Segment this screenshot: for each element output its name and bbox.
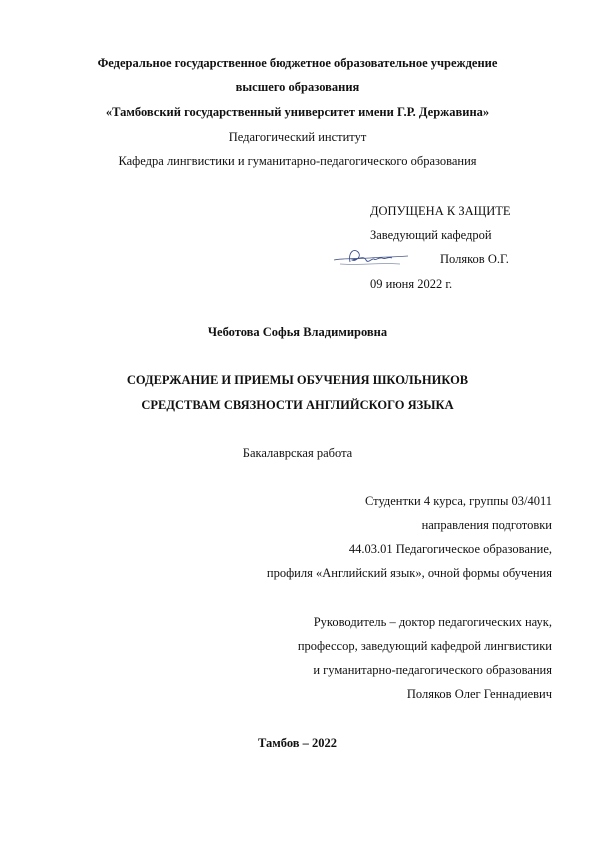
thesis-title-line-2: СРЕДСТВАМ СВЯЗНОСТИ АНГЛИЙСКОГО ЯЗЫКА — [141, 398, 454, 412]
institution-line-2: высшего образования — [235, 80, 360, 94]
institution-line-1: Федеральное государственное бюджетное образовательное учреждение — [97, 56, 498, 70]
student-info-line-4: профиля «Английский язык», очной формы обучения — [266, 566, 552, 580]
student-info-line-1: Студентки 4 курса, группы 03/4011 — [364, 494, 552, 508]
student-info-line-2: направления подготовки — [421, 518, 552, 532]
work-type: Бакалаврская работа — [242, 446, 353, 460]
department-name: Кафедра лингвистики и гуманитарно-педагогического образования — [118, 154, 477, 168]
city-year: Тамбов – 2022 — [257, 736, 338, 750]
author-name: Чеботова Софья Владимировна — [207, 325, 388, 339]
approval-name: Поляков О.Г. — [440, 252, 509, 266]
student-info-line-3: 44.03.01 Педагогическое образование, — [348, 542, 552, 556]
handwritten-signature-icon — [330, 238, 440, 276]
university-name: «Тамбовский государственный университет имени Г.Р. Державина» — [105, 105, 490, 119]
approval-date: 09 июня 2022 г. — [370, 277, 453, 291]
approval-role: Заведующий кафедрой — [370, 228, 492, 242]
supervisor-line-2: профессор, заведующий кафедрой лингвистики — [297, 639, 552, 653]
institute-name: Педагогический институт — [228, 130, 367, 144]
approval-status: ДОПУЩЕНА К ЗАЩИТЕ — [370, 204, 511, 218]
supervisor-line-3: и гуманитарно-педагогического образования — [313, 663, 552, 677]
supervisor-name: Поляков Олег Геннадиевич — [406, 687, 552, 701]
supervisor-line-1: Руководитель – доктор педагогических наук, — [313, 615, 552, 629]
thesis-title-line-1: СОДЕРЖАНИЕ И ПРИЕМЫ ОБУЧЕНИЯ ШКОЛЬНИКОВ — [126, 373, 469, 387]
